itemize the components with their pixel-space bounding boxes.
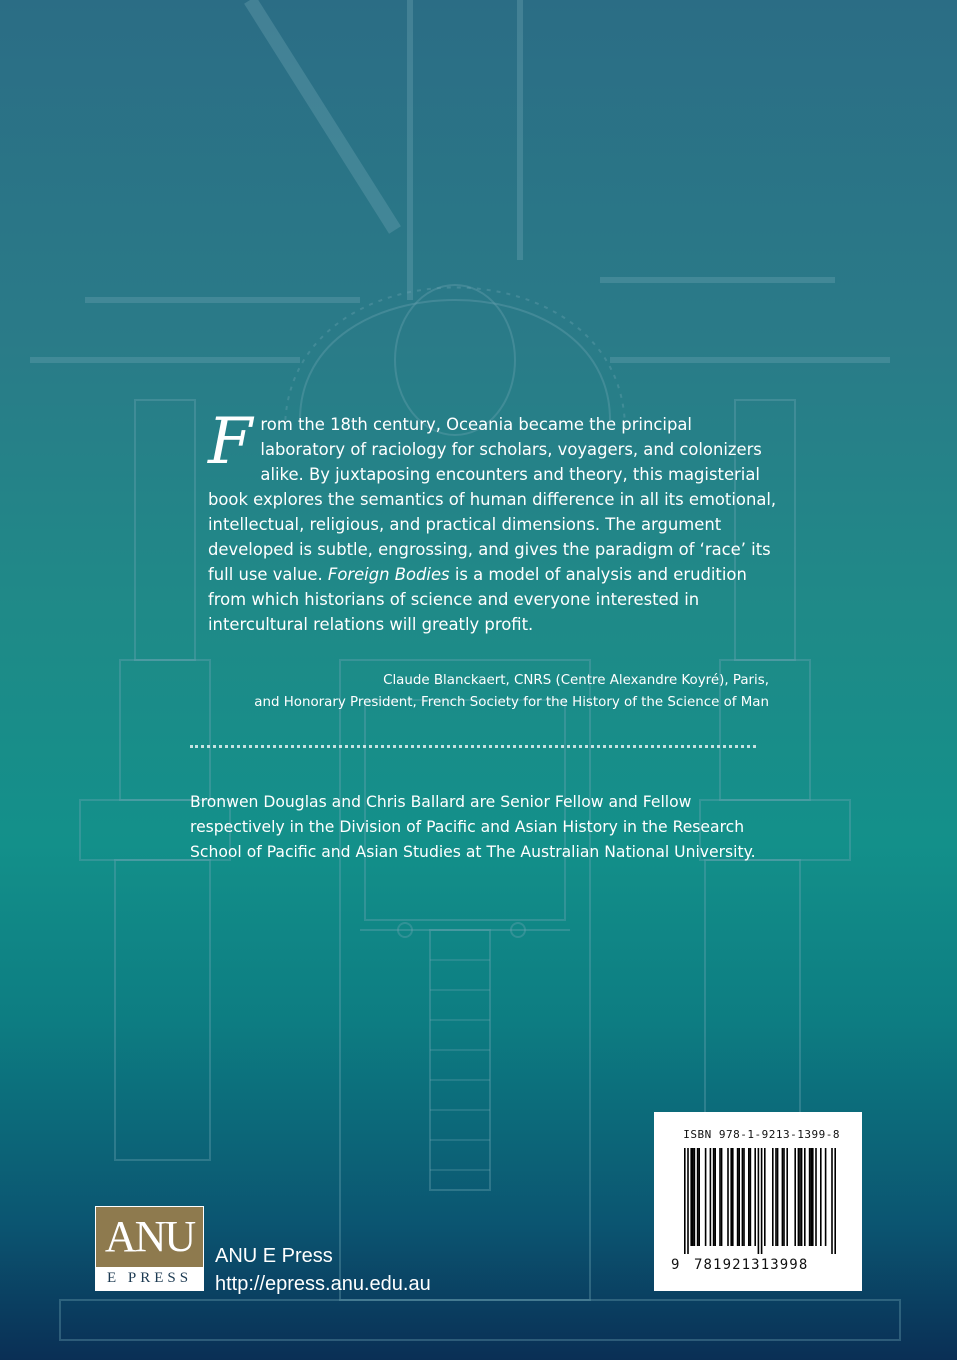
barcode-bar: [687, 1148, 689, 1254]
publisher-info: [215, 1242, 431, 1298]
author-bio: Bronwen Douglas and Chris Ballard are Senior Fellow and Fellow respectively in the Division of Pacific and Asian History in the Research School of Pacific and Asian Studies at The Australian National University.: [190, 793, 756, 861]
dotted-divider: [190, 745, 756, 748]
barcode-bar: [801, 1148, 803, 1246]
barcode-bar: [748, 1148, 750, 1246]
barcode-bar: [750, 1148, 752, 1246]
publisher-name: ANU E Press: [215, 1245, 333, 1267]
barcode-bar: [825, 1148, 827, 1246]
barcode-bar: [692, 1148, 694, 1246]
barcode-digits: 781921313998: [694, 1257, 809, 1273]
barcode-bar: [730, 1148, 732, 1246]
barcode-bar: [737, 1148, 739, 1246]
attribution-line-2: and Honorary President, French Society for the History of the Science of Man: [254, 694, 769, 710]
barcode-bar: [738, 1148, 740, 1246]
barcode-bar: [786, 1148, 788, 1246]
barcode-bars: [684, 1148, 836, 1254]
barcode-bar: [809, 1148, 811, 1246]
barcode-bar: [710, 1148, 712, 1246]
barcode-bar: [705, 1148, 707, 1246]
barcode-bar: [804, 1148, 806, 1246]
barcode-bar: [758, 1148, 760, 1254]
barcode-bar: [727, 1148, 729, 1246]
barcode-bar: [713, 1148, 715, 1246]
barcode-bar: [820, 1148, 822, 1246]
quote-paragraph: [208, 405, 780, 637]
barcode-bar: [799, 1148, 801, 1246]
barcode-bar: [810, 1148, 812, 1246]
barcode-bar: [815, 1148, 817, 1246]
quote-text-part-1: rom the 18th century, Oceania became the principal laboratory of raciology for scholars, voyagers, and colonizers alike. By juxtaposing encounters and theory, this magisterial book explores the semantics of human difference in all its emotional, intellectual, religious, and practical dimensions. The argument developed is subtle, engrossing, and gives the paradigm of ‘race’ its full use value.: [208, 415, 777, 584]
book-title: Foreign Bodies: [327, 565, 450, 584]
logo-anu-text: ANU: [96, 1207, 203, 1267]
barcode-bar: [698, 1148, 700, 1246]
barcode-bar: [754, 1148, 756, 1246]
barcode-bar: [777, 1148, 779, 1246]
barcode-bar: [690, 1148, 692, 1246]
barcode-bar: [732, 1148, 734, 1246]
barcode-bar: [714, 1148, 716, 1246]
barcode-bar: [697, 1148, 699, 1246]
barcode-bar: [719, 1148, 721, 1246]
barcode-bar: [798, 1148, 800, 1246]
publisher-url: http://epress.anu.edu.au: [215, 1273, 431, 1295]
barcode-bar: [742, 1148, 744, 1246]
quote-attribution: [254, 670, 769, 713]
attribution-line-1: Claude Blanckaert, CNRS (Centre Alexandre Koyré), Paris,: [383, 673, 769, 688]
anu-epress-logo: [95, 1206, 204, 1291]
barcode-bar: [694, 1148, 696, 1246]
barcode-bar: [831, 1148, 833, 1254]
barcode-bar: [782, 1148, 784, 1246]
barcode-bar: [764, 1148, 766, 1246]
barcode-bar: [772, 1148, 774, 1246]
barcode-bar: [684, 1148, 686, 1254]
barcode-bar: [743, 1148, 745, 1246]
endorsement-quote: [208, 405, 780, 637]
barcode-first-digit: 9: [671, 1257, 680, 1273]
isbn-barcode: [654, 1112, 862, 1291]
isbn-label: ISBN 978-1-9213-1399-8: [683, 1128, 840, 1141]
barcode-bar: [794, 1148, 796, 1246]
barcode-bar: [783, 1148, 785, 1246]
barcode-bar: [761, 1148, 763, 1254]
barcode-bar: [834, 1148, 836, 1254]
quote-text-part-2: is a model of analysis and erudition from which historians of science and everyone interested in intercultural relations will greatly profit.: [208, 565, 747, 634]
logo-epress-text: E PRESS: [96, 1267, 203, 1290]
barcode-bar: [812, 1148, 814, 1246]
barcode-bar: [775, 1148, 777, 1246]
barcode-bar: [721, 1148, 723, 1246]
dropcap-letter: F: [208, 405, 253, 479]
